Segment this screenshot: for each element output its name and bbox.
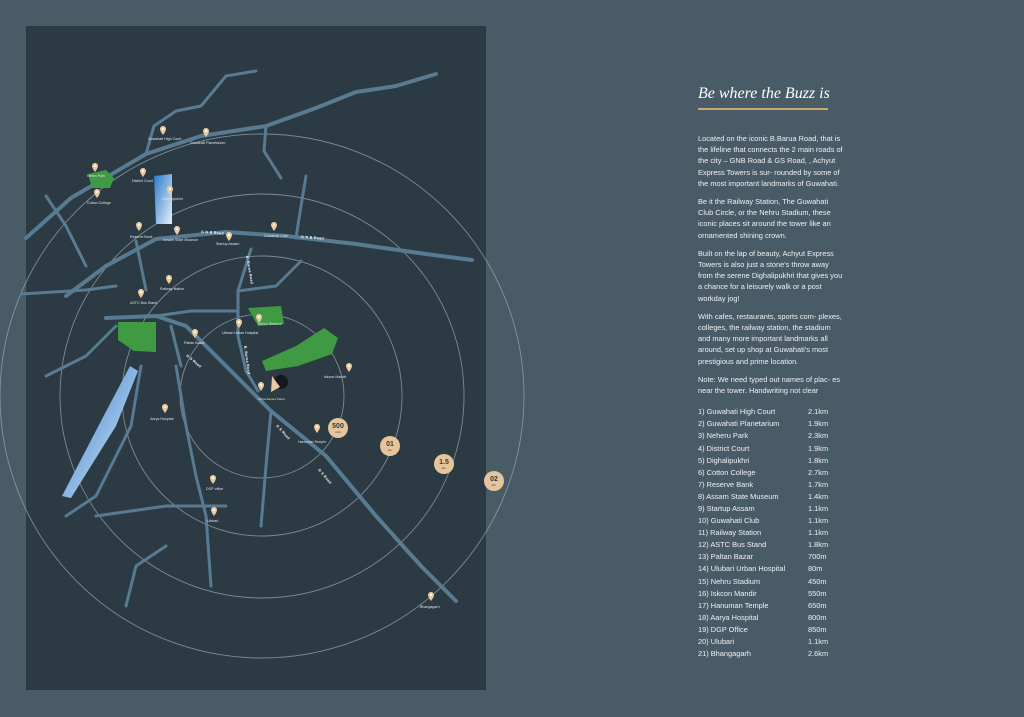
pin-dgp[interactable] xyxy=(206,475,223,491)
landmark-name: 21) Bhangagarh xyxy=(698,649,752,659)
landmark-name: 9) Startup Assam xyxy=(698,504,755,514)
ring-badge-1km xyxy=(380,436,400,456)
landmark-row xyxy=(698,576,838,588)
svg-text:Guwahati Club: Guwahati Club xyxy=(264,234,288,238)
landmark-row xyxy=(698,624,838,636)
svg-text:km: km xyxy=(388,448,392,452)
landmark-name: 13) Paltan Bazar xyxy=(698,552,754,562)
southwest-road xyxy=(46,326,116,376)
svg-text:Guwahati High Court: Guwahati High Court xyxy=(148,137,182,141)
landmark-distance: 450m xyxy=(808,576,827,586)
title-underline xyxy=(698,108,828,110)
landmark-name: 6) Cotton College xyxy=(698,467,756,477)
ring-badge-1-5km xyxy=(434,454,454,474)
park-nehru-park xyxy=(88,170,114,188)
svg-text:Railway station: Railway station xyxy=(160,287,185,291)
svg-text:DGP office: DGP office xyxy=(206,487,224,491)
landmark-distance: 700m xyxy=(808,552,827,562)
landmark-name: 16) Iskcon Mandir xyxy=(698,588,757,598)
landmark-row xyxy=(698,467,838,479)
page-title: Be where the Buzz is xyxy=(698,85,830,102)
bbarua-road-label-2: B. Barua Road xyxy=(243,345,251,375)
tower-marker[interactable] xyxy=(258,375,288,401)
map-canvas xyxy=(26,26,498,690)
svg-text:500: 500 xyxy=(332,423,344,430)
pin-guwahati-club[interactable] xyxy=(264,222,288,238)
landmark-row xyxy=(698,539,838,551)
landmark-distance: 850m xyxy=(808,624,827,634)
svg-text:Reserve Bank: Reserve Bank xyxy=(130,235,153,239)
gnb-road-label-2: G N B Road xyxy=(300,235,325,241)
landmark-distance: 1.1km xyxy=(808,637,829,647)
paragraph-4: With cafes, restaurants, sports com- plexes, colleges, the railway station, the stadium and many more important landmarks all around, set up shop at Guwahati's most prestigious and prime location. xyxy=(698,311,842,366)
text-panel xyxy=(698,85,843,660)
paltan-link xyxy=(156,311,236,316)
pin-railway[interactable] xyxy=(160,275,184,291)
gnb-road-label: G N B Road xyxy=(200,230,225,236)
distance-rings xyxy=(0,134,524,658)
landmark-row xyxy=(698,418,838,430)
landmark-row xyxy=(698,612,838,624)
svg-text:Nehru Stadium: Nehru Stadium xyxy=(258,322,282,326)
svg-text:02: 02 xyxy=(490,476,498,483)
bbarua-road-label: B. Barua Road xyxy=(245,255,254,285)
svg-text:Hanuman Temple: Hanuman Temple xyxy=(298,440,327,444)
landmark-row xyxy=(698,406,838,418)
tower-south xyxy=(261,411,271,526)
gs-road-label: G S Road xyxy=(185,353,203,369)
landmark-row xyxy=(698,563,838,575)
paragraph-3: Built on the lap of beauty, Achyut Express Towers is also just a stone's throw away from the serene Dighalipukhri that gives you a chance for a leisurely walk or a post workday jog! xyxy=(698,248,843,303)
gs-road-label-2: G S Road xyxy=(275,423,291,441)
svg-text:Ulubari: Ulubari xyxy=(207,519,219,523)
pin-reserve-bank[interactable] xyxy=(130,222,153,239)
landmark-distance: 2.6km xyxy=(808,649,829,659)
landmark-name: 12) ASTC Bus Stand xyxy=(698,540,767,550)
svg-text:Paltan Bazar: Paltan Bazar xyxy=(184,341,205,345)
landmark-distance: 1.8km xyxy=(808,540,829,550)
landmark-name: 5) Dighalipukhri xyxy=(698,455,750,465)
landmark-row xyxy=(698,551,838,563)
landmark-row xyxy=(698,503,838,515)
landmark-row xyxy=(698,648,838,660)
landmark-row xyxy=(698,600,838,612)
north-road xyxy=(26,74,436,238)
landmark-name: 19) DGP Office xyxy=(698,624,748,634)
svg-text:mtrs: mtrs xyxy=(335,430,341,434)
pin-cotton-college[interactable] xyxy=(87,189,111,205)
svg-text:Aarya Hospital: Aarya Hospital xyxy=(150,417,174,421)
landmark-row xyxy=(698,588,838,600)
landmark-row xyxy=(698,479,838,491)
landmark-distance: 1.1km xyxy=(808,516,829,526)
landmark-distance: 1.1km xyxy=(808,504,829,514)
landmark-distance: 2.1km xyxy=(808,407,829,417)
park-stadium-grounds xyxy=(262,328,338,371)
landmark-name: 17) Hanuman Temple xyxy=(698,600,769,610)
svg-text:Dighalipukhri: Dighalipukhri xyxy=(162,197,183,201)
landmark-name: 15) Nehru Stadium xyxy=(698,576,761,586)
svg-text:Guwahati Planetarium: Guwahati Planetarium xyxy=(190,141,226,145)
svg-text:Bhangagarh: Bhangagarh xyxy=(420,605,440,609)
pin-bhangagarh[interactable] xyxy=(420,592,440,609)
landmark-name: 3) Neheru Park xyxy=(698,431,749,441)
landmark-name: 8) Assam State Museum xyxy=(698,491,779,501)
landmark-distance: 1.9km xyxy=(808,443,829,453)
svg-text:km: km xyxy=(442,466,446,470)
svg-text:ASTC Bus Stand: ASTC Bus Stand xyxy=(130,301,158,305)
landmark-name: 2) Guwahati Planetarium xyxy=(698,419,780,429)
svg-text:Startup Assam: Startup Assam xyxy=(216,242,240,246)
landmark-distance: 1.8km xyxy=(808,455,829,465)
landmark-row xyxy=(698,443,838,455)
pin-aarya[interactable] xyxy=(150,404,174,421)
pin-ulubari[interactable] xyxy=(207,507,219,523)
south-road xyxy=(176,366,211,586)
tower-label: Achyut Express Towers xyxy=(258,398,285,401)
gs-road-label-3: G S Road xyxy=(317,468,333,485)
svg-text:01: 01 xyxy=(386,441,394,448)
description xyxy=(698,133,843,367)
svg-text:Ulubari Urban Hospital: Ulubari Urban Hospital xyxy=(222,331,259,335)
paragraph-2: Be it the Railway Station, The Guwahati Club Circle, or the Nehru Stadium, these iconic places sit around the tower like an ornamented shining crown. xyxy=(698,197,831,240)
map-panel[interactable] xyxy=(26,26,498,690)
parks xyxy=(62,170,338,498)
landmark-row xyxy=(698,430,838,442)
svg-text:Cotton College: Cotton College xyxy=(87,201,111,205)
landmark-row xyxy=(698,515,838,527)
svg-text:Nehru Park: Nehru Park xyxy=(87,174,106,178)
pin-nehru-park[interactable] xyxy=(87,163,105,178)
svg-text:1.5: 1.5 xyxy=(439,459,449,466)
landmark-row xyxy=(698,527,838,539)
club-road xyxy=(296,176,306,238)
landmark-distance: 2.7km xyxy=(808,467,829,477)
ring-badge-2km xyxy=(484,471,504,491)
landmark-distance: 2.3km xyxy=(808,431,829,441)
landmark-list xyxy=(698,406,838,660)
svg-text:Assam State Museum: Assam State Museum xyxy=(163,238,199,242)
svg-text:District Court: District Court xyxy=(132,179,153,183)
pin-district-court[interactable] xyxy=(132,168,153,183)
landmark-row xyxy=(698,455,838,467)
landmark-name: 20) Ulubari xyxy=(698,637,735,647)
note: Note: We need typed out names of plac- es near the tower. Handwriting not clear xyxy=(698,374,841,396)
far-south-road xyxy=(126,546,166,606)
landmark-distance: 550m xyxy=(808,588,827,598)
landmark-name: 11) Railway Station xyxy=(698,528,762,538)
svg-text:km: km xyxy=(492,483,496,487)
pin-paltan[interactable] xyxy=(184,329,205,345)
west-road xyxy=(46,196,86,266)
landmark-distance: 1.4km xyxy=(808,491,829,501)
landmark-distance: 1.1km xyxy=(808,528,829,538)
landmark-name: 10) Guwahati Club xyxy=(698,516,760,526)
landmark-name: 7) Reserve Bank xyxy=(698,479,754,489)
road-network xyxy=(21,71,472,606)
landmark-name: 18) Aarya Hospital xyxy=(698,612,759,622)
park-dighalipukhri xyxy=(118,322,156,352)
landmark-row xyxy=(698,491,838,503)
pin-astc[interactable] xyxy=(130,289,157,305)
landmark-distance: 80m xyxy=(808,564,823,574)
landmark-name: 4) District Court xyxy=(698,443,750,453)
paragraph-1: Located on the iconic B.Barua Road, that is the lifeline that connects the 2 main roads of the city – GNB Road & GS Road, , Achyut Express Towers is sur- rounded by some of the most important landmarks of Guwahati. xyxy=(698,134,843,188)
landmark-name: 14) Ulubari Urban Hospital xyxy=(698,564,786,574)
landmark-distance: 1.7km xyxy=(808,479,829,489)
ring-badge-500m xyxy=(328,418,348,438)
landmark-distance: 650m xyxy=(808,600,827,610)
svg-text:Iskcon Mandir: Iskcon Mandir xyxy=(324,375,347,379)
landmark-distance: 1.9km xyxy=(808,419,829,429)
landmark-name: 1) Guwahati High Court xyxy=(698,407,776,417)
landmark-row xyxy=(698,636,838,648)
landmark-distance: 800m xyxy=(808,612,827,622)
paltan-south xyxy=(171,326,181,366)
ring-2km xyxy=(0,134,524,658)
